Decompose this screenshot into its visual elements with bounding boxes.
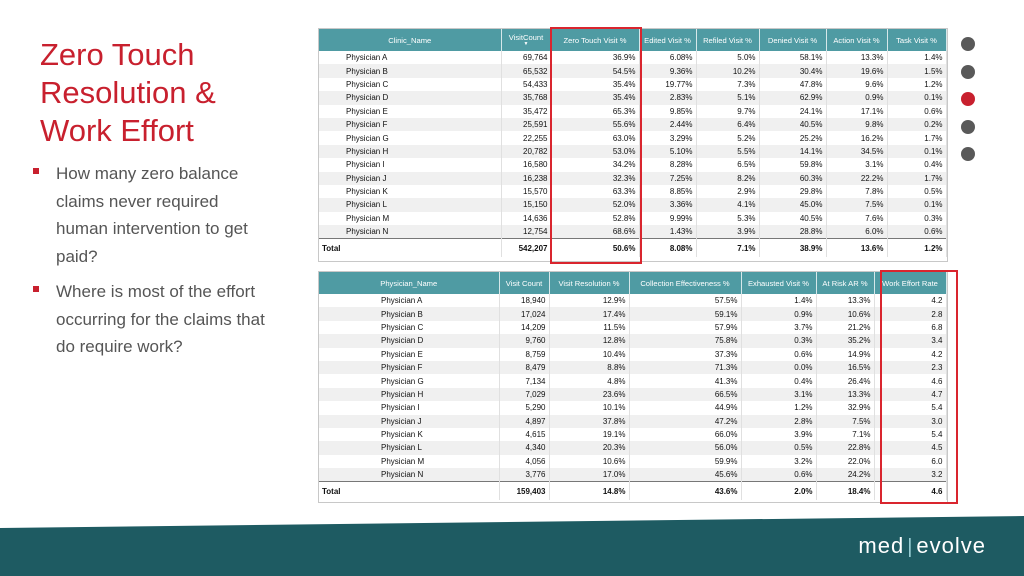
total-value-cell: 13.6% (826, 239, 887, 258)
value-cell: 9,760 (499, 334, 549, 347)
total-value-cell: 38.9% (759, 239, 826, 258)
table-row (319, 415, 946, 428)
value-cell: 7.5% (826, 198, 887, 211)
value-cell: 20,782 (501, 145, 551, 158)
value-cell: 10.4% (549, 348, 629, 361)
value-cell: 47.2% (629, 415, 741, 428)
bullet-text: How many zero balance claims never required human intervention to get paid? (56, 164, 248, 266)
table1-total-row (319, 239, 946, 258)
row-label-cell: Physician F (319, 118, 501, 131)
value-cell: 62.9% (759, 91, 826, 104)
table-row (319, 401, 946, 414)
total-value-cell: 2.0% (741, 482, 816, 501)
total-label-cell: Total (319, 482, 499, 501)
value-cell: 0.5% (741, 441, 816, 454)
table-row (319, 78, 946, 91)
row-label-cell: Physician D (319, 91, 501, 104)
row-label-cell: Physician N (319, 468, 499, 482)
value-cell: 4,056 (499, 455, 549, 468)
table-row (319, 307, 946, 320)
value-cell: 63.0% (551, 131, 639, 144)
row-label-cell: Physician E (319, 348, 499, 361)
value-cell: 1.4% (741, 294, 816, 307)
col-physician-name[interactable]: Physician_Name (319, 272, 499, 294)
value-cell: 6.0 (874, 455, 946, 468)
value-cell: 0.9% (741, 307, 816, 320)
row-label-cell: Physician G (319, 374, 499, 387)
row-label-cell: Physician E (319, 105, 501, 118)
value-cell: 12.8% (549, 334, 629, 347)
value-cell: 35,472 (501, 105, 551, 118)
value-cell: 2.8 (874, 307, 946, 320)
nav-dot-icon[interactable] (961, 120, 975, 134)
value-cell: 35,768 (501, 91, 551, 104)
value-cell: 22.8% (816, 441, 874, 454)
value-cell: 7.6% (826, 212, 887, 225)
bullet-text: Where is most of the effort occurring for the claims that do require work? (56, 282, 265, 356)
col-at-risk-ar[interactable]: At Risk AR % (816, 272, 874, 294)
total-value-cell: 14.8% (549, 482, 629, 501)
value-cell: 37.3% (629, 348, 741, 361)
table-row (319, 388, 946, 401)
value-cell: 59.9% (629, 455, 741, 468)
table-row (319, 51, 946, 64)
value-cell: 5.2% (696, 131, 759, 144)
value-cell: 57.9% (629, 321, 741, 334)
value-cell: 69,764 (501, 51, 551, 64)
value-cell: 8.28% (639, 158, 696, 171)
row-label-cell: Physician L (319, 441, 499, 454)
value-cell: 45.0% (759, 198, 826, 211)
col-visit-count[interactable]: Visit Count (499, 272, 549, 294)
value-cell: 32.9% (816, 401, 874, 414)
physician-effort-table (319, 272, 947, 500)
value-cell: 0.2% (887, 118, 946, 131)
value-cell: 3.9% (741, 428, 816, 441)
value-cell: 0.3% (887, 212, 946, 225)
value-cell: 54,433 (501, 78, 551, 91)
value-cell: 10.6% (816, 307, 874, 320)
value-cell: 52.8% (551, 212, 639, 225)
value-cell: 3,776 (499, 468, 549, 482)
value-cell: 3.9% (696, 225, 759, 239)
col-edited[interactable]: Edited Visit % (639, 29, 696, 51)
value-cell: 17.1% (826, 105, 887, 118)
row-label-cell: Physician G (319, 131, 501, 144)
value-cell: 10.6% (549, 455, 629, 468)
table-row (319, 455, 946, 468)
value-cell: 66.5% (629, 388, 741, 401)
value-cell: 12,754 (501, 225, 551, 239)
value-cell: 0.4% (741, 374, 816, 387)
bullet-list (33, 160, 273, 369)
value-cell: 14,209 (499, 321, 549, 334)
row-label-cell: Physician I (319, 158, 501, 171)
value-cell: 14,636 (501, 212, 551, 225)
value-cell: 1.2% (887, 78, 946, 91)
value-cell: 16,580 (501, 158, 551, 171)
value-cell: 4.6 (874, 374, 946, 387)
bullet-square-icon (33, 168, 39, 174)
table-row (319, 212, 946, 225)
row-label-cell: Physician M (319, 455, 499, 468)
value-cell: 3.36% (639, 198, 696, 211)
value-cell: 5.1% (696, 91, 759, 104)
value-cell: 35.2% (816, 334, 874, 347)
value-cell: 12.9% (549, 294, 629, 307)
bullet-item (33, 278, 273, 361)
table-row (319, 198, 946, 211)
value-cell: 0.3% (741, 334, 816, 347)
table-row (319, 468, 946, 482)
row-label-cell: Physician B (319, 307, 499, 320)
bullet-square-icon (33, 286, 39, 292)
value-cell: 3.7% (741, 321, 816, 334)
value-cell: 5.4 (874, 401, 946, 414)
value-cell: 1.7% (887, 172, 946, 185)
value-cell: 35.4% (551, 91, 639, 104)
col-visitcount[interactable]: VisitCount ▼ (501, 29, 551, 51)
table-row (319, 441, 946, 454)
value-cell: 19.6% (826, 64, 887, 77)
value-cell: 13.3% (816, 294, 874, 307)
value-cell: 5.3% (696, 212, 759, 225)
value-cell: 28.8% (759, 225, 826, 239)
value-cell: 0.1% (887, 198, 946, 211)
value-cell: 15,150 (501, 198, 551, 211)
col-collection-effectiveness[interactable]: Collection Effectiveness % (629, 272, 741, 294)
value-cell: 57.5% (629, 294, 741, 307)
value-cell: 9.85% (639, 105, 696, 118)
value-cell: 7.25% (639, 172, 696, 185)
row-label-cell: Physician N (319, 225, 501, 239)
value-cell: 14.9% (816, 348, 874, 361)
value-cell: 25.2% (759, 131, 826, 144)
value-cell: 1.2% (741, 401, 816, 414)
value-cell: 0.6% (741, 348, 816, 361)
value-cell: 9.7% (696, 105, 759, 118)
value-cell: 56.0% (629, 441, 741, 454)
value-cell: 9.36% (639, 64, 696, 77)
value-cell: 22.2% (826, 172, 887, 185)
value-cell: 21.2% (816, 321, 874, 334)
value-cell: 16.5% (816, 361, 874, 374)
value-cell: 4.2 (874, 294, 946, 307)
table2-total-row (319, 482, 946, 501)
row-label-cell: Physician B (319, 64, 501, 77)
table-row (319, 321, 946, 334)
value-cell: 68.6% (551, 225, 639, 239)
total-value-cell: 8.08% (639, 239, 696, 258)
value-cell: 58.1% (759, 51, 826, 64)
value-cell: 54.5% (551, 64, 639, 77)
value-cell: 6.08% (639, 51, 696, 64)
total-value-cell: 18.4% (816, 482, 874, 501)
nav-dot-icon[interactable] (961, 147, 975, 161)
value-cell: 75.8% (629, 334, 741, 347)
value-cell: 34.5% (826, 145, 887, 158)
value-cell: 65.3% (551, 105, 639, 118)
row-label-cell: Physician H (319, 388, 499, 401)
row-label-cell: Physician A (319, 294, 499, 307)
table1-header-row (319, 29, 946, 51)
table-row (319, 225, 946, 239)
slide-nav-dots (961, 37, 977, 175)
value-cell: 0.9% (826, 91, 887, 104)
slide-title: Zero Touch Resolution & Work Effort (40, 37, 216, 148)
value-cell: 18,940 (499, 294, 549, 307)
value-cell: 8,479 (499, 361, 549, 374)
value-cell: 66.0% (629, 428, 741, 441)
value-cell: 63.3% (551, 185, 639, 198)
table-row (319, 348, 946, 361)
row-label-cell: Physician H (319, 145, 501, 158)
value-cell: 6.4% (696, 118, 759, 131)
row-label-cell: Physician K (319, 185, 501, 198)
value-cell: 8.2% (696, 172, 759, 185)
value-cell: 3.29% (639, 131, 696, 144)
value-cell: 59.1% (629, 307, 741, 320)
value-cell: 24.2% (816, 468, 874, 482)
value-cell: 55.6% (551, 118, 639, 131)
value-cell: 17.0% (549, 468, 629, 482)
value-cell: 5.10% (639, 145, 696, 158)
row-label-cell: Physician M (319, 212, 501, 225)
col-clinic-name[interactable]: Clinic_Name (319, 29, 501, 51)
value-cell: 5.4 (874, 428, 946, 441)
table-row (319, 64, 946, 77)
table-row (319, 361, 946, 374)
row-label-cell: Physician L (319, 198, 501, 211)
value-cell: 17,024 (499, 307, 549, 320)
value-cell: 1.7% (887, 131, 946, 144)
table2-header-row (319, 272, 946, 294)
col-refiled[interactable]: Refiled Visit % (696, 29, 759, 51)
value-cell: 36.9% (551, 51, 639, 64)
value-cell: 0.5% (887, 185, 946, 198)
value-cell: 60.3% (759, 172, 826, 185)
value-cell: 1.5% (887, 64, 946, 77)
row-label-cell: Physician I (319, 401, 499, 414)
value-cell: 4,615 (499, 428, 549, 441)
value-cell: 19.1% (549, 428, 629, 441)
value-cell: 37.8% (549, 415, 629, 428)
value-cell: 2.8% (741, 415, 816, 428)
table-row (319, 185, 946, 198)
value-cell: 3.2% (741, 455, 816, 468)
medevolve-logo: med | evolve (858, 533, 986, 558)
value-cell: 19.77% (639, 78, 696, 91)
footer-wedge (0, 516, 1024, 528)
total-value-cell: 7.1% (696, 239, 759, 258)
value-cell: 20.3% (549, 441, 629, 454)
value-cell: 25,591 (501, 118, 551, 131)
row-label-cell: Physician J (319, 415, 499, 428)
value-cell: 59.8% (759, 158, 826, 171)
value-cell: 3.4 (874, 334, 946, 347)
table-row (319, 118, 946, 131)
value-cell: 0.0% (741, 361, 816, 374)
value-cell: 6.0% (826, 225, 887, 239)
value-cell: 0.1% (887, 145, 946, 158)
clinic-visit-table (319, 29, 947, 257)
value-cell: 4.2 (874, 348, 946, 361)
value-cell: 0.6% (887, 225, 946, 239)
value-cell: 40.5% (759, 212, 826, 225)
row-label-cell: Physician F (319, 361, 499, 374)
value-cell: 16.2% (826, 131, 887, 144)
value-cell: 32.3% (551, 172, 639, 185)
value-cell: 4,340 (499, 441, 549, 454)
value-cell: 10.2% (696, 64, 759, 77)
value-cell: 1.4% (887, 51, 946, 64)
value-cell: 5.0% (696, 51, 759, 64)
row-label-cell: Physician A (319, 51, 501, 64)
total-value-cell: 1.2% (887, 239, 946, 258)
total-label-cell: Total (319, 239, 501, 258)
value-cell: 15,570 (501, 185, 551, 198)
total-value-cell: 50.6% (551, 239, 639, 258)
value-cell: 23.6% (549, 388, 629, 401)
value-cell: 13.3% (826, 51, 887, 64)
value-cell: 13.3% (816, 388, 874, 401)
row-label-cell: Physician J (319, 172, 501, 185)
value-cell: 0.1% (887, 91, 946, 104)
nav-dot-icon[interactable] (961, 65, 975, 79)
value-cell: 8.8% (549, 361, 629, 374)
value-cell: 6.5% (696, 158, 759, 171)
value-cell: 4.7 (874, 388, 946, 401)
value-cell: 71.3% (629, 361, 741, 374)
col-visit-resolution[interactable]: Visit Resolution % (549, 272, 629, 294)
value-cell: 2.44% (639, 118, 696, 131)
value-cell: 7.3% (696, 78, 759, 91)
value-cell: 16,238 (501, 172, 551, 185)
table-row (319, 334, 946, 347)
table-row (319, 374, 946, 387)
value-cell: 40.5% (759, 118, 826, 131)
table-row (319, 131, 946, 144)
value-cell: 3.0 (874, 415, 946, 428)
value-cell: 7.5% (816, 415, 874, 428)
col-zero-touch[interactable]: Zero Touch Visit % (551, 29, 639, 51)
value-cell: 0.6% (741, 468, 816, 482)
table-row (319, 428, 946, 441)
value-cell: 35.4% (551, 78, 639, 91)
value-cell: 7.1% (816, 428, 874, 441)
value-cell: 1.43% (639, 225, 696, 239)
value-cell: 2.83% (639, 91, 696, 104)
value-cell: 24.1% (759, 105, 826, 118)
value-cell: 29.8% (759, 185, 826, 198)
value-cell: 9.8% (826, 118, 887, 131)
table-row (319, 294, 946, 307)
value-cell: 14.1% (759, 145, 826, 158)
value-cell: 4.8% (549, 374, 629, 387)
value-cell: 0.6% (887, 105, 946, 118)
value-cell: 22.0% (816, 455, 874, 468)
col-task[interactable]: Task Visit % (887, 29, 946, 51)
col-work-effort-rate[interactable]: Work Effort Rate (874, 272, 946, 294)
value-cell: 8,759 (499, 348, 549, 361)
value-cell: 30.4% (759, 64, 826, 77)
value-cell: 6.8 (874, 321, 946, 334)
table-row (319, 145, 946, 158)
value-cell: 7.8% (826, 185, 887, 198)
row-label-cell: Physician K (319, 428, 499, 441)
bullet-item (33, 160, 273, 270)
value-cell: 53.0% (551, 145, 639, 158)
value-cell: 3.1% (741, 388, 816, 401)
value-cell: 2.3 (874, 361, 946, 374)
value-cell: 3.1% (826, 158, 887, 171)
table-row (319, 91, 946, 104)
value-cell: 3.2 (874, 468, 946, 482)
value-cell: 65,532 (501, 64, 551, 77)
col-exhausted[interactable]: Exhausted Visit % (741, 272, 816, 294)
value-cell: 4.1% (696, 198, 759, 211)
value-cell: 4.5 (874, 441, 946, 454)
value-cell: 7,134 (499, 374, 549, 387)
value-cell: 26.4% (816, 374, 874, 387)
total-value-cell: 4.6 (874, 482, 946, 501)
table-row (319, 172, 946, 185)
value-cell: 4,897 (499, 415, 549, 428)
value-cell: 44.9% (629, 401, 741, 414)
value-cell: 5.5% (696, 145, 759, 158)
total-value-cell: 159,403 (499, 482, 549, 501)
value-cell: 5,290 (499, 401, 549, 414)
value-cell: 2.9% (696, 185, 759, 198)
table1-body (319, 51, 946, 239)
total-value-cell: 542,207 (501, 239, 551, 258)
row-label-cell: Physician C (319, 321, 499, 334)
row-label-cell: Physician C (319, 78, 501, 91)
value-cell: 47.8% (759, 78, 826, 91)
value-cell: 10.1% (549, 401, 629, 414)
value-cell: 9.99% (639, 212, 696, 225)
table-row (319, 158, 946, 171)
value-cell: 8.85% (639, 185, 696, 198)
value-cell: 11.5% (549, 321, 629, 334)
value-cell: 34.2% (551, 158, 639, 171)
value-cell: 52.0% (551, 198, 639, 211)
total-value-cell: 43.6% (629, 482, 741, 501)
value-cell: 0.4% (887, 158, 946, 171)
value-cell: 17.4% (549, 307, 629, 320)
table-row (319, 105, 946, 118)
value-cell: 41.3% (629, 374, 741, 387)
nav-dot-icon[interactable] (961, 92, 975, 106)
col-denied[interactable]: Denied Visit % (759, 29, 826, 51)
row-label-cell: Physician D (319, 334, 499, 347)
value-cell: 45.6% (629, 468, 741, 482)
value-cell: 22,255 (501, 131, 551, 144)
value-cell: 7,029 (499, 388, 549, 401)
col-action[interactable]: Action Visit % (826, 29, 887, 51)
sort-desc-icon[interactable]: ▼ (523, 41, 529, 47)
value-cell: 9.6% (826, 78, 887, 91)
table2-body (319, 294, 946, 482)
nav-dot-icon[interactable] (961, 37, 975, 51)
